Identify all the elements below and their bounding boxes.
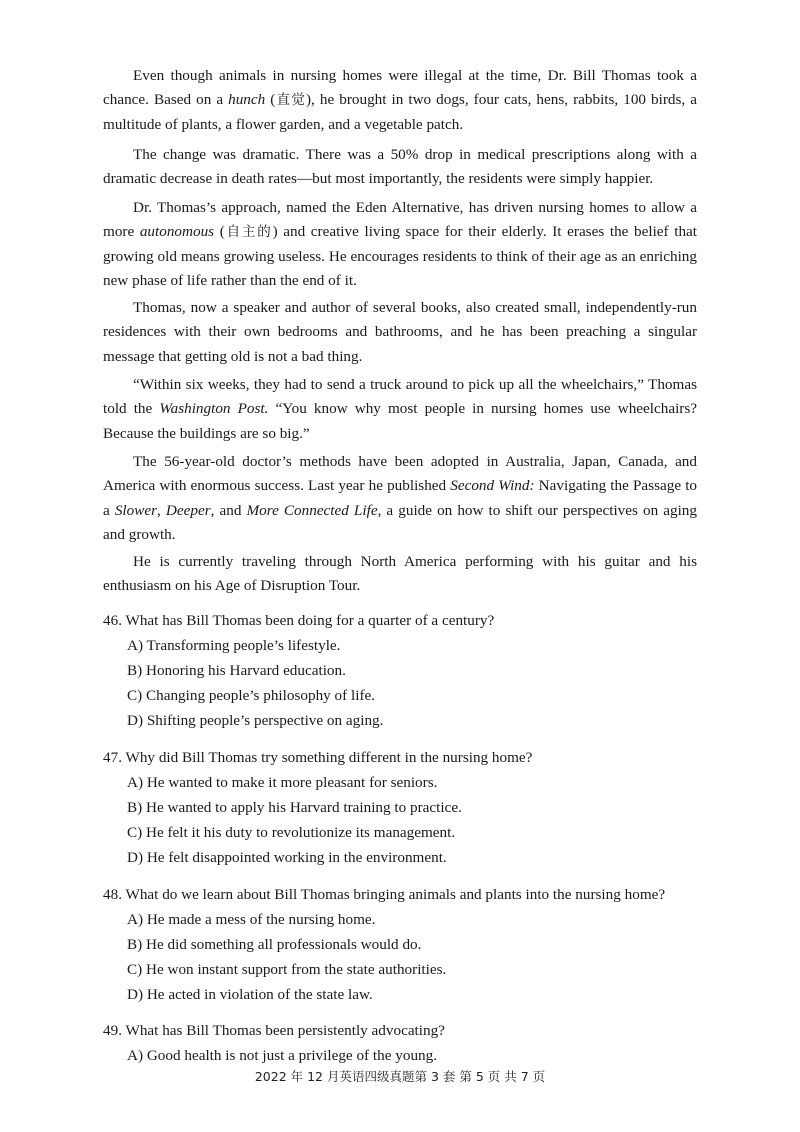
text-run: Thomas, now a speaker and author of several books, also created small, independently-run residences with their own bedrooms and bathrooms, and he has been preaching a singular message that getting old is not a bad thing. bbox=[103, 299, 697, 365]
text-run: “Within six weeks, they had to send a truck around to pick up all the wheelchairs,” Thomas told the bbox=[103, 376, 697, 418]
option-b: B) He wanted to apply his Harvard training to practice. bbox=[127, 799, 462, 816]
text-run: ( bbox=[265, 91, 276, 109]
text-run: , bbox=[157, 501, 166, 519]
option-a: A) He wanted to make it more pleasant for seniors. bbox=[127, 774, 438, 791]
italic-term: Washington Post. bbox=[159, 400, 269, 418]
page-footer: 2022 年 12 月英语四级真题第 3 套 第 5 页 共 7 页 bbox=[254, 1069, 546, 1084]
paragraph-5 bbox=[103, 373, 697, 446]
option-a: A) Transforming people’s lifestyle. bbox=[127, 637, 341, 654]
paragraph-2 bbox=[103, 143, 697, 192]
option-a: A) Good health is not just a privilege of the young. bbox=[127, 1047, 438, 1064]
text-run: Navigating the Passage to a bbox=[103, 477, 698, 519]
text-run: Even though animals in nursing homes were illegal at the time, Dr. Bill Thomas took a chance. Based on a bbox=[103, 67, 697, 109]
chinese-gloss: 自主的 bbox=[224, 224, 273, 241]
question-46 bbox=[103, 608, 703, 733]
text-run: The 56-year-old doctor’s methods have been adopted in Australia, Japan, Canada, and America with enormous success. Last year he published bbox=[103, 453, 697, 495]
question-47 bbox=[103, 745, 703, 870]
option-d: D) He felt disappointed working in the environment. bbox=[127, 849, 447, 866]
question-48 bbox=[103, 882, 703, 1007]
italic-term: More Connected Life bbox=[246, 501, 378, 519]
text-run: “You know why most people in nursing homes use wheelchairs? Because the buildings are so big.” bbox=[103, 400, 697, 442]
italic-term: autonomous bbox=[139, 223, 215, 241]
italic-term: Slower bbox=[114, 501, 158, 519]
option-c: C) Changing people’s philosophy of life. bbox=[127, 687, 376, 704]
paragraph-3 bbox=[103, 196, 697, 293]
text-run: ), he brought in two dogs, four cats, hens, rabbits, 100 birds, a multitude of plants, a flower garden, and a vegetable patch. bbox=[103, 91, 697, 133]
text-run: He is currently traveling through North America performing with his guitar and his enthusiasm on his Age of Disruption Tour. bbox=[103, 553, 697, 595]
text-run: Dr. Thomas’s approach, named the Eden Alternative, has driven nursing homes to allow a more bbox=[103, 199, 697, 241]
text-run: , and bbox=[210, 501, 247, 519]
option-d: D) Shifting people’s perspective on aging. bbox=[127, 712, 384, 729]
italic-term: hunch bbox=[228, 91, 266, 109]
chinese-gloss: 直觉 bbox=[275, 92, 306, 109]
italic-term: Deeper bbox=[165, 501, 211, 519]
text-run: ( bbox=[214, 223, 225, 241]
option-b: B) Honoring his Harvard education. bbox=[127, 662, 346, 679]
paragraph-4 bbox=[103, 296, 697, 369]
question-stem: 47. Why did Bill Thomas try something different in the nursing home? bbox=[103, 749, 533, 766]
paragraph-6 bbox=[103, 450, 697, 547]
text-run: ) and creative living space for their elderly. It erases the belief that growing old means growing useless. He encourages residents to think of their age as an enriching new phase of life rather than the end of it. bbox=[103, 223, 697, 289]
italic-term: Second Wind: bbox=[450, 477, 535, 495]
question-49 bbox=[103, 1018, 703, 1068]
option-b: B) He did something all professionals would do. bbox=[127, 936, 422, 953]
option-a: A) He made a mess of the nursing home. bbox=[127, 911, 376, 928]
paragraph-7 bbox=[103, 550, 697, 599]
option-d: D) He acted in violation of the state law. bbox=[127, 986, 373, 1003]
option-c: C) He felt it his duty to revolutionize its management. bbox=[127, 824, 456, 841]
option-c: C) He won instant support from the state authorities. bbox=[127, 961, 447, 978]
question-stem: 48. What do we learn about Bill Thomas bringing animals and plants into the nursing home? bbox=[103, 886, 666, 903]
text-run: , a guide on how to shift our perspectives on aging and growth. bbox=[103, 501, 697, 543]
text-run: The change was dramatic. There was a 50% drop in medical prescriptions along with a dramatic decrease in death rates—but most importantly, the residents were simply happier. bbox=[103, 146, 697, 188]
paragraph-1 bbox=[103, 64, 697, 137]
question-stem: 46. What has Bill Thomas been doing for a quarter of a century? bbox=[103, 612, 495, 629]
question-stem: 49. What has Bill Thomas been persistently advocating? bbox=[103, 1022, 445, 1039]
